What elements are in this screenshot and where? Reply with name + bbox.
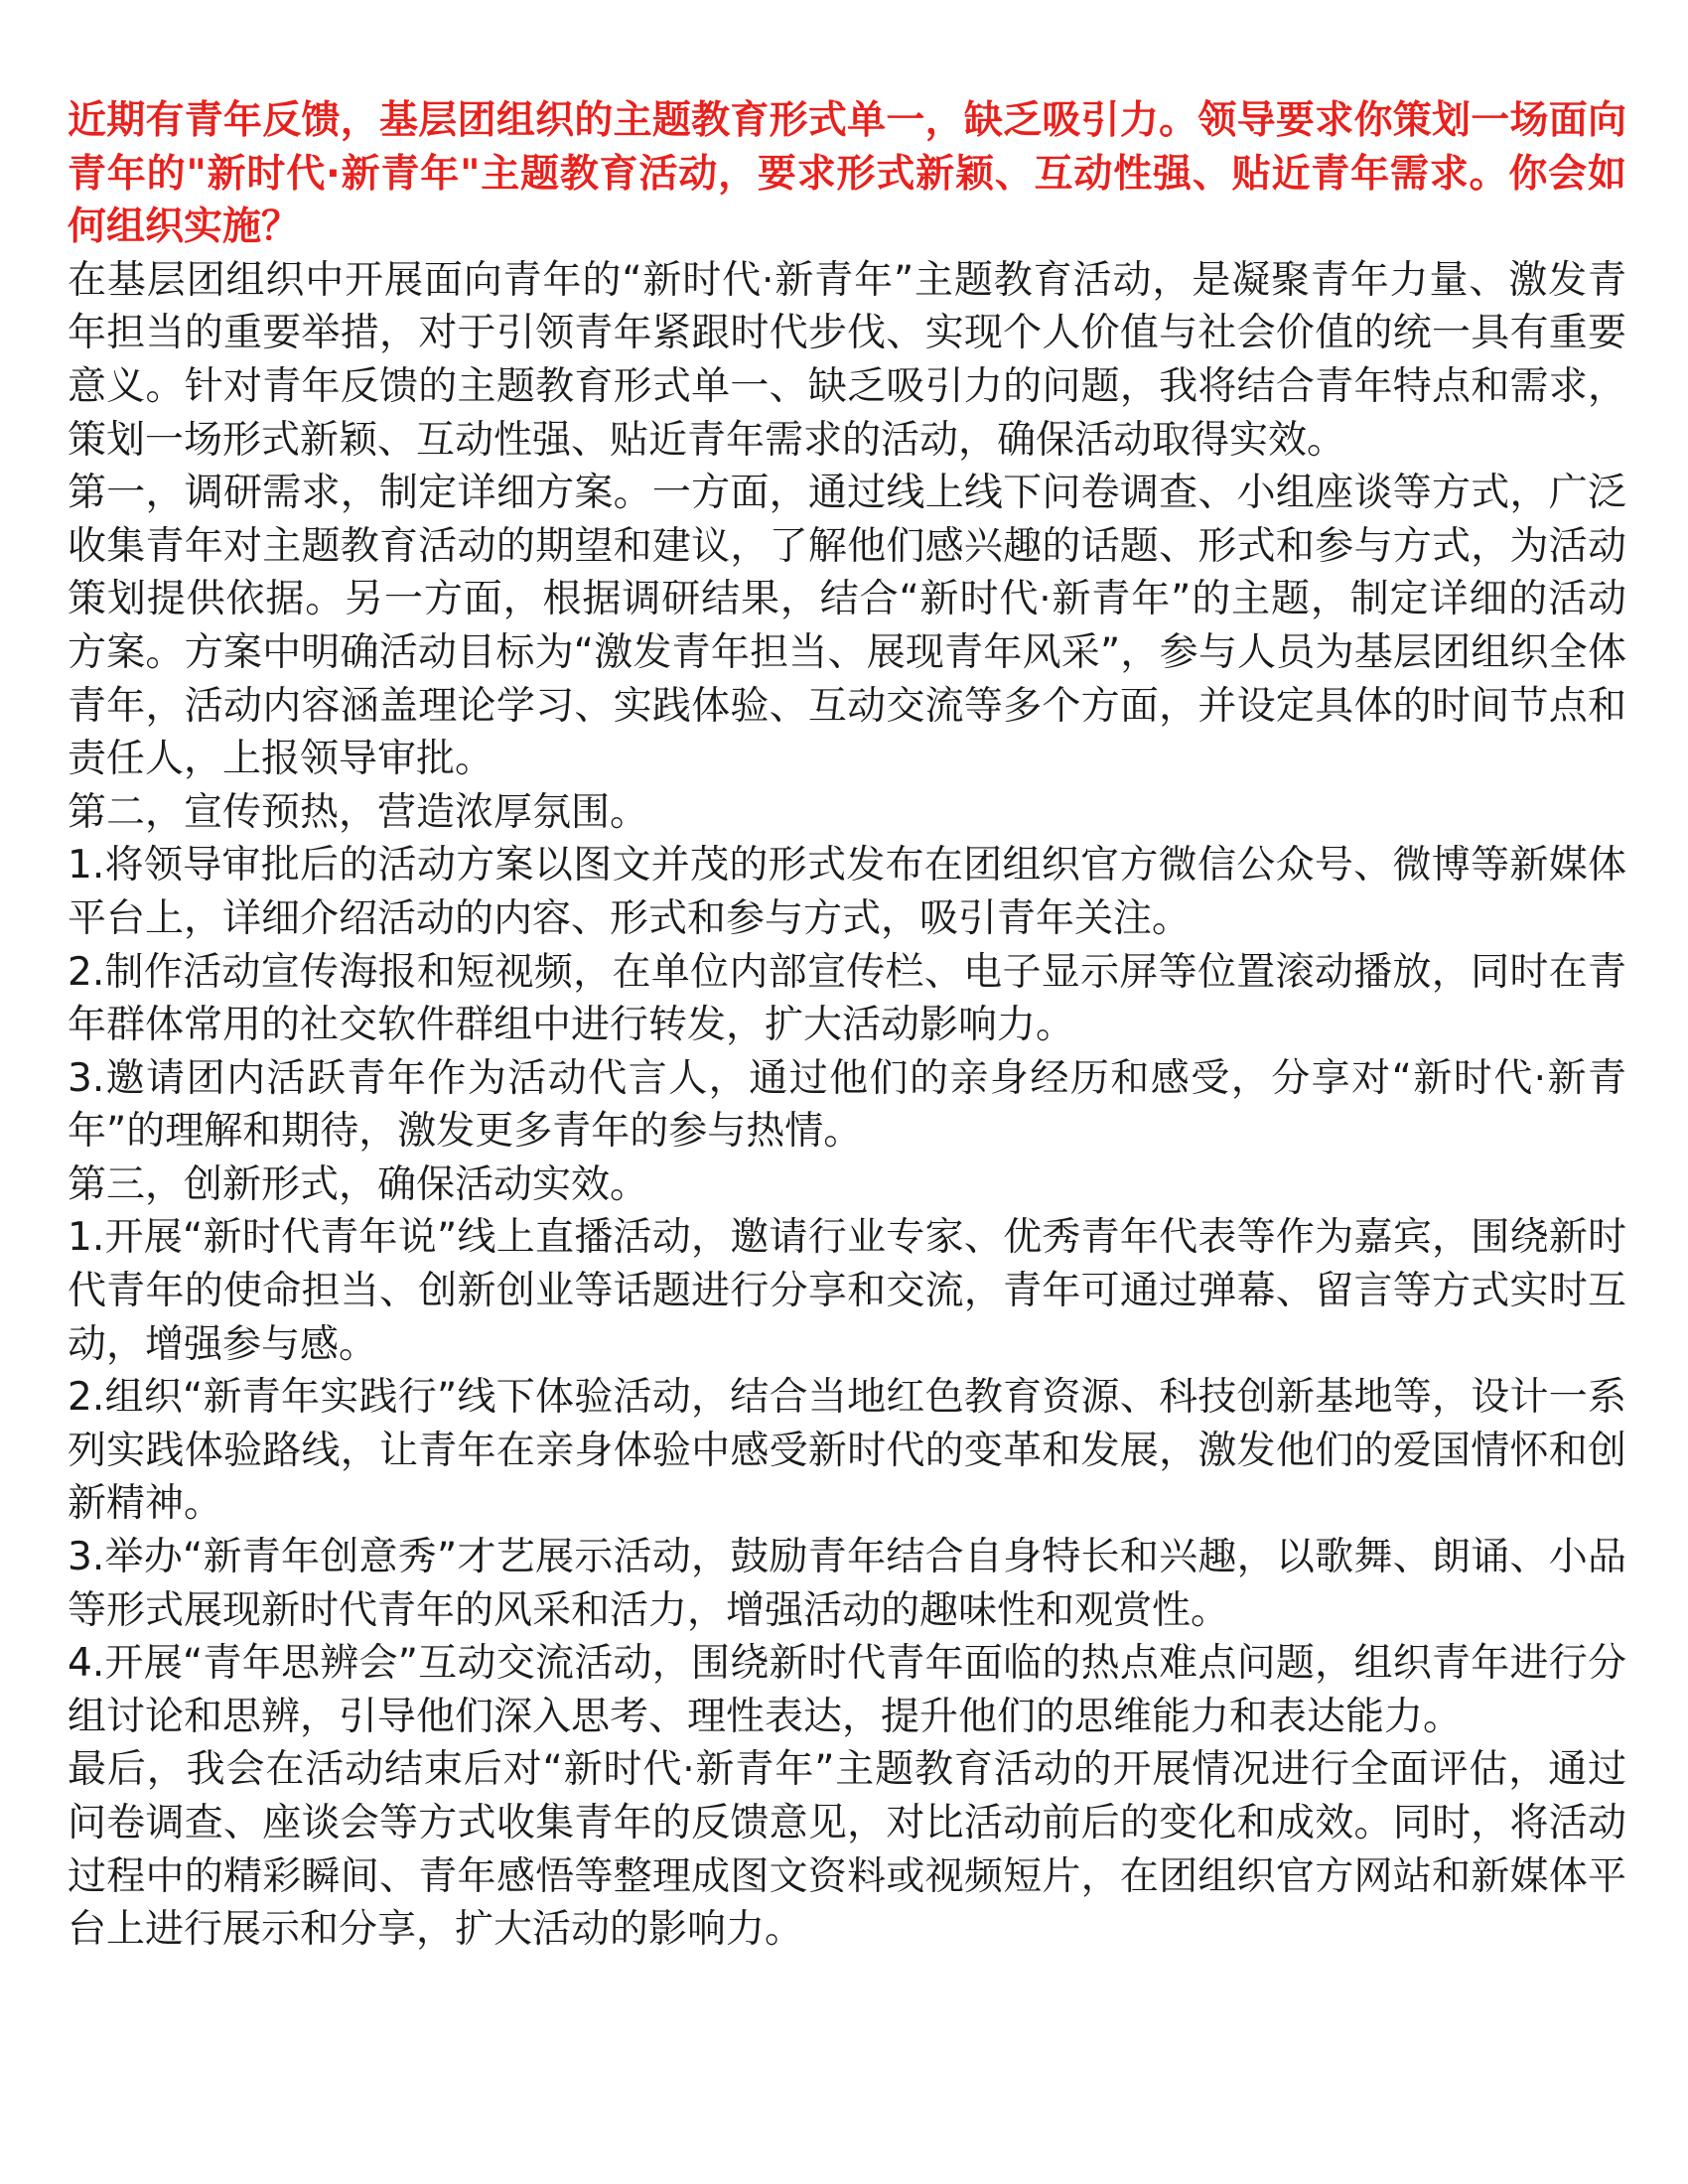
- step-three-item-3: 3.举办“新青年创意秀”才艺展示活动，鼓励青年结合自身特长和兴趣，以歌舞、朗诵、小品等形式展现新时代青年的风采和活力，增强活动的趣味性和观赏性。: [68, 1535, 1626, 1633]
- step-two-item-2: 2.制作活动宣传海报和短视频，在单位内部宣传栏、电子显示屏等位置滚动播放，同时在青年群体常用的社交软件群组中进行转发，扩大活动影响力。: [68, 949, 1626, 1048]
- step-two-item-3: 3.邀请团内活跃青年作为活动代言人，通过他们的亲身经历和感受，分享对“新时代·新青年”的理解和期待，激发更多青年的参与热情。: [68, 1055, 1626, 1155]
- intro-paragraph: 在基层团组织中开展面向青年的“新时代·新青年”主题教育活动，是凝聚青年力量、激发青年担当的重要举措，对于引领青年紧跟时代步伐、实现个人价值与社会价值的统一具有重要意义。针对青年反馈的主题教育形式单一、缺乏吸引力的问题，我将结合青年特点和需求，策划一场形式新颖、互动性强、贴近青年需求的活动，确保活动取得实效。: [68, 257, 1626, 463]
- document-body: [68, 94, 1626, 1957]
- step-three-item-1: 1.开展“新时代青年说”线上直播活动，邀请行业专家、优秀青年代表等作为嘉宾，围绕新时代青年的使命担当、创新创业等话题进行分享和交流，青年可通过弹幕、留言等方式实时互动，增强参与感。: [68, 1215, 1626, 1367]
- step-three-item-4: 4.开展“青年思辨会”互动交流活动，围绕新时代青年面临的热点难点问题，组织青年进行分组讨论和思辨，引导他们深入思考、理性表达，提升他们的思维能力和表达能力。: [68, 1641, 1626, 1739]
- step-three-item-2: 2.组织“新青年实践行”线下体验活动，结合当地红色教育资源、科技创新基地等，设计一系列实践体验路线，让青年在亲身体验中感受新时代的变革和发展，激发他们的爱国情怀和创新精神。: [68, 1375, 1626, 1527]
- step-two-heading: 第二，宣传预热，营造浓厚氛围。: [68, 789, 649, 835]
- question-prompt: 近期有青年反馈，基层团组织的主题教育形式单一，缺乏吸引力。领导要求你策划一场面向青年的"新时代·新青年"主题教育活动，要求形式新颖、互动性强、贴近青年需求。你会如何组织实施？: [68, 98, 1626, 250]
- step-three-heading: 第三，创新形式，确保活动实效。: [68, 1161, 649, 1207]
- step-one-paragraph: 第一，调研需求，制定详细方案。一方面，通过线上线下问卷调查、小组座谈等方式，广泛收集青年对主题教育活动的期望和建议，了解他们感兴趣的话题、形式和参与方式，为活动策划提供依据。另一方面，根据调研结果，结合“新时代·新青年”的主题，制定详细的活动方案。方案中明确活动目标为“激发青年担当、展现青年风采”，参与人员为基层团组织全体青年，活动内容涵盖理论学习、实践体验、互动交流等多个方面，并设定具体的时间节点和责任人，上报领导审批。: [68, 471, 1626, 782]
- conclusion-paragraph: 最后，我会在活动结束后对“新时代·新青年”主题教育活动的开展情况进行全面评估，通过问卷调查、座谈会等方式收集青年的反馈意见，对比活动前后的变化和成效。同时，将活动过程中的精彩瞬间、青年感悟等整理成图文资料或视频短片，在团组织官方网站和新媒体平台上进行展示和分享，扩大活动的影响力。: [68, 1747, 1626, 1953]
- step-two-item-1: 1.将领导审批后的活动方案以图文并茂的形式发布在团组织官方微信公众号、微博等新媒体平台上，详细介绍活动的内容、形式和参与方式，吸引青年关注。: [68, 843, 1626, 941]
